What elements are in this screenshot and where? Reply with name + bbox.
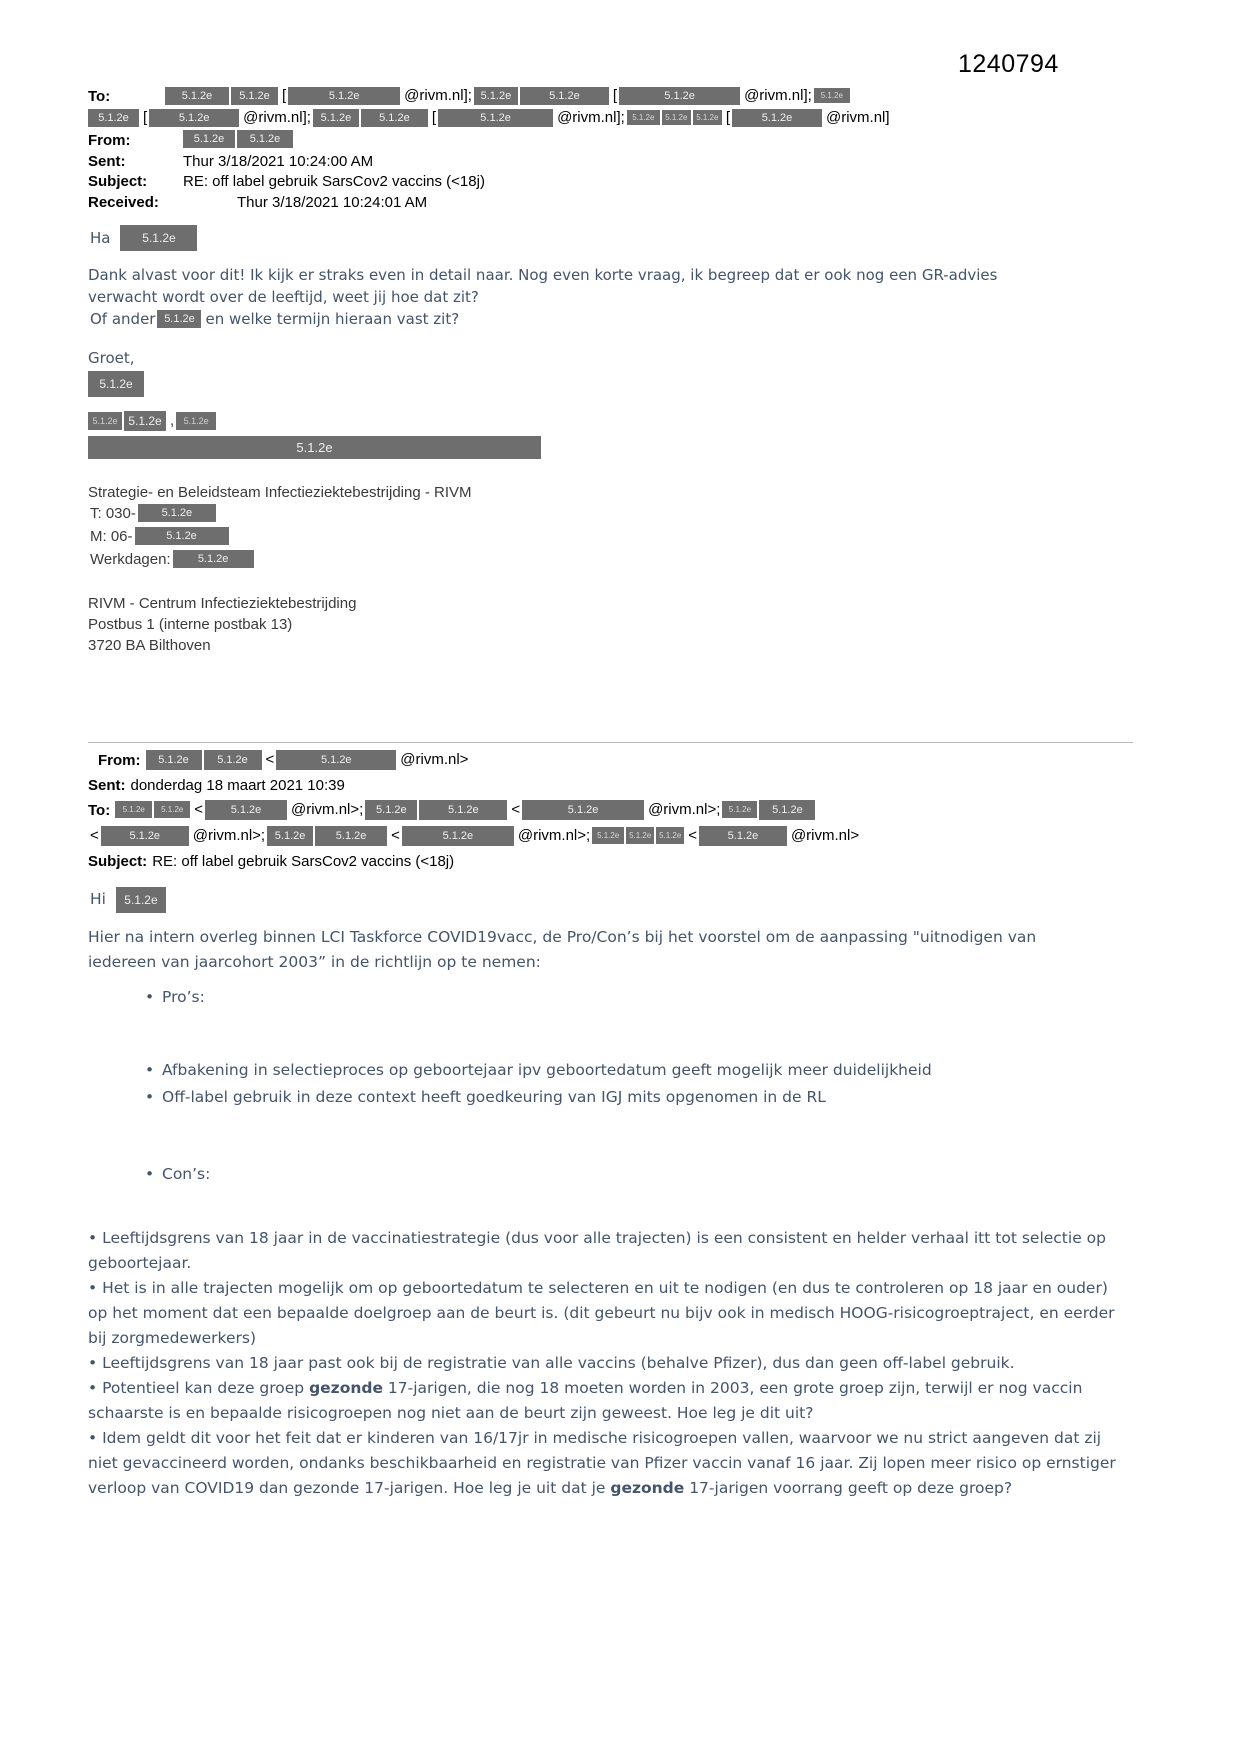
signature-organisation: RIVM - Centrum Infectieziektebestrijding [88,594,357,612]
redaction-box: 5.1.2e [88,412,122,430]
redaction-box: 5.1.2e [176,412,216,430]
signature-address-line1: Postbus 1 (interne postbak 13) [88,615,293,633]
redaction-box: 5.1.2e [138,504,216,522]
redaction-box: 5.1.2e [124,411,166,431]
text-fragment: en welke termijn hieraan vast zit? [205,309,460,328]
signature-team: Strategie- en Beleidsteam Infectieziektebestrijding - RIVM [88,483,472,501]
text-fragment: Leeftijdsgrens van 18 jaar in de vaccinatiestrategie (dus voor alle trajecten) is een consistent en helder verhaal itt tot selectie op geboortejaar. [88,1228,1106,1272]
header-field-from [88,130,1211,150]
text-fragment: Leeftijdsgrens van 18 jaar past ook bij de registratie van alle vaccins (behalve Pfizer), dus dan geen off-label gebruik. [102,1353,1015,1372]
redaction-box: 5.1.2e [627,110,660,125]
redaction-box: 5.1.2e [231,87,278,105]
email1-closing: Groet, [88,348,135,367]
header-field-sent [88,151,1211,171]
redaction-box: 5.1.2e [88,371,144,397]
redaction-box: 5.1.2e [237,130,293,148]
from-label: From: [88,131,131,149]
text-fragment: < [391,826,400,844]
text-fragment: < [90,826,99,844]
text-fragment: Ha [90,228,111,247]
text-fragment: [ [282,87,287,104]
document-number: 1240794 [958,50,1059,78]
redaction-box: 5.1.2e [759,800,815,820]
signature-address-line2: 3720 BA Bilthoven [88,636,211,654]
header2-field-subject [88,850,1211,874]
text-fragment: @rivm.nl]; [404,87,472,104]
text-fragment: @rivm.nl]; [243,109,311,126]
text-fragment: < [194,800,203,818]
text-fragment: Werkdagen: [90,550,171,568]
signature-block [88,410,1211,656]
redaction-box: 5.1.2e [520,87,609,105]
pro-bullet-item: • Afbakening in selectieproces op geboortejaar ipv geboortedatum geeft mogelijk meer duidelijkheid [88,1057,1211,1084]
email1-greeting [88,225,1211,253]
redaction-box: 5.1.2e [693,110,722,125]
from-value [183,131,295,148]
redaction-box: 5.1.2e [183,130,235,148]
email1-paragraph-text: Dank alvast voor dit! Ik kijk er straks even in detail naar. Nog even korte vraag, ik begreep dat er ook nog een GR-advies verwacht wordt over de leeftijd, weet jij hoe dat zit? [88,265,998,306]
header-field-subject [88,172,1211,192]
pro-bullet-item: • Off-label gebruik in deze context heeft goedkeuring van IGJ mits opgenomen in de RL [88,1084,1211,1111]
subject-label: Subject: [88,173,148,191]
redaction-box: 5.1.2e [88,109,139,127]
redaction-box: 5.1.2e [361,109,428,127]
redaction-box: 5.1.2e [173,550,254,568]
text-fragment: gezonde [610,1478,685,1497]
text-fragment: @rivm.nl>; [648,800,721,818]
to-value-line2 [88,828,861,845]
con-bullet-item [88,1351,1123,1376]
text-fragment: < [265,750,275,768]
email1-closing-signature [88,371,1211,399]
redaction-box: 5.1.2e [419,800,507,820]
header-field-received [88,192,1211,212]
redaction-box: 5.1.2e [732,109,822,127]
text-fragment: Het is in alle trajecten mogelijk om op geboortedatum te selecteren en uit te nodigen (en dus te controleren op 18 jaar en ouder) op het moment dat een bepaalde doelgroep aan de beurt is. (dit gebeurt nu bijv ook in medisch HOOG-risicogroeptraject, en eerder bij zorgmedewerkers) [88,1278,1115,1347]
text-fragment: Potentieel kan deze groep [102,1378,310,1397]
text-fragment: @rivm.nl]; [557,109,625,126]
text-fragment: 17-jarigen voorrang geeft op deze groep? [684,1478,1013,1497]
text-fragment: [ [431,109,437,126]
to-value-line1 [165,87,852,104]
con-bullet-item [88,1426,1123,1501]
text-fragment: Idem geldt dit voor het feit dat er kinderen van 16/17jr in medische risicogroepen vallen, waarvoor we nu strict aangeven dat zij niet gevaccineerd worden, ondanks beschikbaarheid en registratie van Pfizer vaccin vanaf 16 jaar. Zij lopen meer risico op ernstiger verloop van COVID19 dan gezonde 17-jarigen. Hoe leg je uit dat je [88,1428,1116,1497]
text-fragment: M: 06- [90,527,133,545]
redaction-box: 5.1.2e [135,527,229,545]
text-fragment: @rivm.nl] [825,109,890,126]
redaction-box: 5.1.2e [157,310,201,328]
text-fragment: < [511,800,521,818]
section-divider [88,742,1133,743]
signature-name-row [88,410,1211,434]
received-value: Thur 3/18/2021 10:24:01 AM [237,193,428,211]
text-fragment: @rivm.nl> [400,750,469,768]
sent-label: Sent: [88,152,126,170]
sent-label: Sent: [88,776,126,794]
text-fragment: , [170,411,175,429]
text-fragment: @rivm.nl>; [290,800,364,818]
email2-greeting [88,887,1211,915]
redaction-box: 5.1.2e [165,87,229,105]
sent-value: Thur 3/18/2021 10:24:00 AM [183,152,374,170]
text-fragment: [ [725,109,730,126]
to-value-line1 [115,802,817,819]
redaction-box: 5.1.2e [814,88,850,103]
redaction-box: 5.1.2e [204,750,262,770]
sent-value: donderdag 18 maart 2021 10:39 [130,776,345,794]
header-field-to-continued [88,108,1211,129]
redaction-box: 5.1.2e [154,801,190,818]
redaction-box: 5.1.2e [592,827,624,844]
pros-list [88,1057,1211,1111]
redaction-box: 5.1.2e [699,826,787,846]
cons-list [88,1226,1123,1501]
redaction-box: 5.1.2e [522,800,644,820]
redaction-box: 5.1.2e [120,225,197,251]
signature-redacted-row [88,436,1211,461]
redaction-box: 5.1.2e [149,109,239,127]
con-bullet-item [88,1376,1123,1426]
text-fragment: @rivm.nl>; [517,826,591,844]
redaction-box: 5.1.2e [474,87,518,105]
redaction-box: 5.1.2e [115,801,152,818]
text-fragment: [ [612,87,618,104]
redaction-box: 5.1.2e [116,887,166,913]
text-fragment: Hi [90,890,106,909]
redaction-box: 5.1.2e [146,750,202,770]
redaction-box: 5.1.2e [438,109,553,127]
header2-field-sent [88,774,1211,798]
subject-value: RE: off label gebruik SarsCov2 vaccins (<18j) [152,852,455,870]
redaction-box: 5.1.2e [402,826,514,846]
redaction-box: 5.1.2e [267,826,313,846]
header2-field-to-continued [88,824,1211,850]
text-fragment: @rivm.nl> [790,826,860,844]
redaction-box: 5.1.2e [365,800,417,820]
redaction-box: 5.1.2e [662,110,691,125]
email2-header [88,748,1211,874]
redaction-box: 5.1.2e [313,109,359,127]
redaction-box: 5.1.2e [276,750,396,770]
redaction-box: 5.1.2e [205,800,287,820]
to-label: To: [88,88,111,105]
redaction-box: 5.1.2e [619,87,740,105]
to-label: To: [88,801,111,819]
signature-workdays [88,549,1211,572]
text-fragment: [ [143,109,148,126]
redaction-box: 5.1.2e [656,827,684,844]
text-fragment: < [688,826,697,844]
text-fragment: Of ander [90,309,156,328]
from-value [146,752,471,769]
email2-intro-paragraph: Hier na intern overleg binnen LCI Taskforce COVID19vacc, de Pro/Con’s bij het voorstel om de aanpassing "uitnodigen van iedereen van jaarcohort 2003” in de richtlijn op te nemen: [88,927,1037,971]
cons-heading: • Con’s: [88,1161,1211,1188]
header2-field-to [88,798,1211,824]
redaction-box: 5.1.2e [722,801,757,818]
text-fragment: @rivm.nl>; [192,826,266,844]
con-bullet-item [88,1276,1123,1351]
to-value-line2 [88,109,892,126]
signature-mobile [88,526,1211,549]
redaction-box: 5.1.2e [101,826,189,846]
header-field-to [88,86,1211,107]
header2-field-from [98,748,1211,774]
redaction-box: 5.1.2e [315,826,387,846]
con-bullet-item [88,1226,1123,1276]
redaction-box: 5.1.2e [88,436,541,459]
email1-question-line [88,308,1211,332]
pros-heading: • Pro’s: [88,984,1211,1011]
redaction-box: 5.1.2e [288,87,400,105]
received-label: Received: [88,193,159,211]
subject-value: RE: off label gebruik SarsCov2 vaccins (<18j) [183,173,485,191]
text-fragment: @rivm.nl]; [744,87,812,104]
subject-label: Subject: [88,852,148,870]
text-fragment: 17-jarigen, die nog 18 moeten worden in 2003, een grote groep zijn, terwijl er nog vaccin schaarste is en bepaalde risicogroepen nog niet aan de beurt zijn geweest. Hoe leg je dit uit? [88,1378,1083,1422]
from-label: From: [98,751,141,769]
signature-phone [88,503,1211,526]
text-fragment: T: 030- [90,504,136,522]
text-fragment: gezonde [309,1378,383,1397]
email1-paragraph [88,264,1023,308]
redaction-box: 5.1.2e [626,827,654,844]
email1-header [88,86,1211,212]
